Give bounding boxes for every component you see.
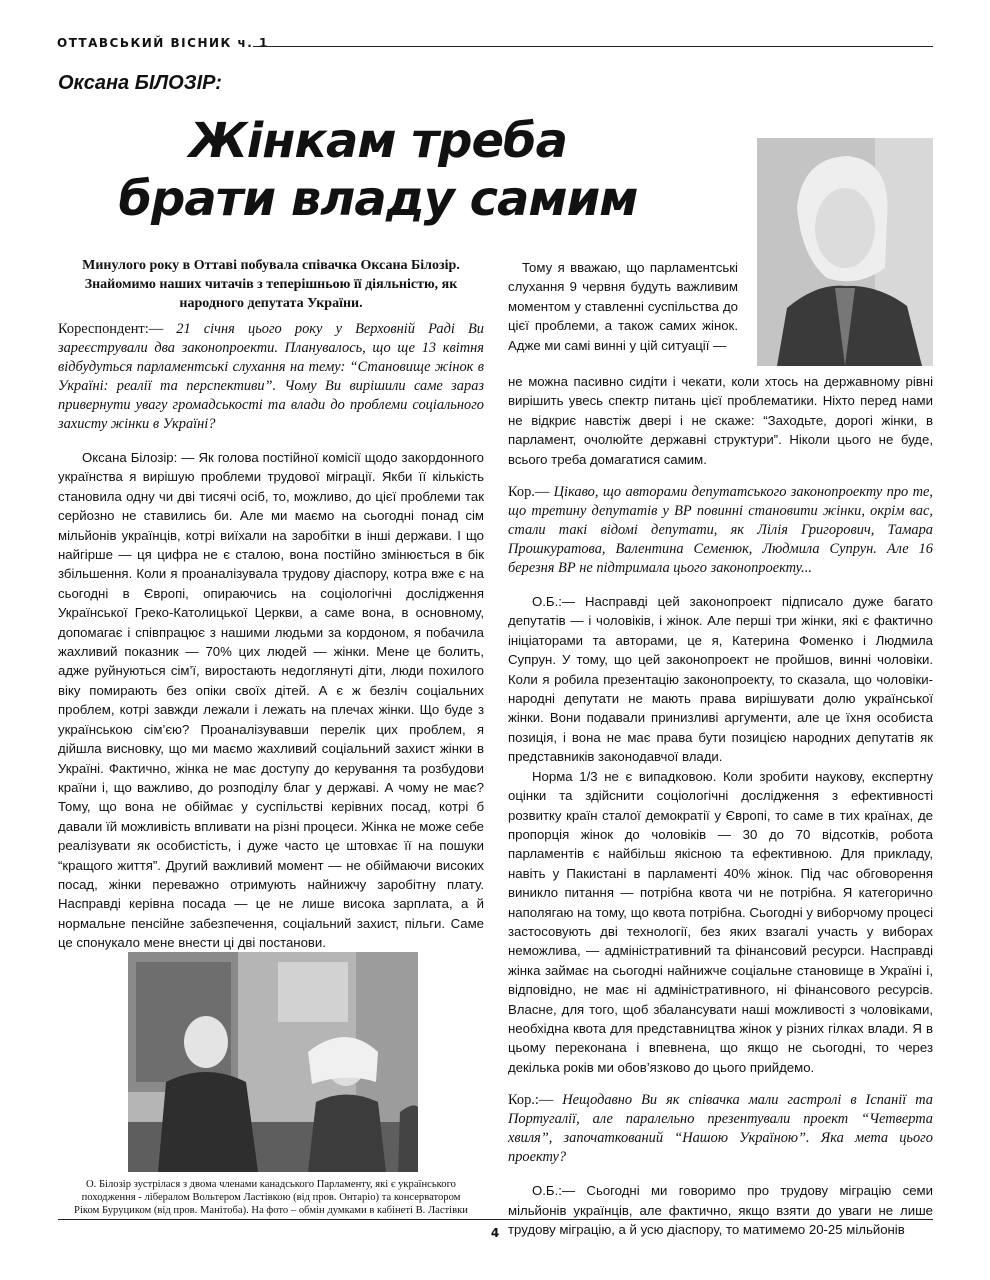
question-1 <box>58 320 484 434</box>
question-label: Кор.:— <box>508 1092 554 1109</box>
article-author: Оксана БІЛОЗІР: <box>58 72 222 94</box>
newspaper-title: ОТТАВСЬКИЙ ВІСНИК ч. 1 <box>57 36 269 50</box>
answer-1 <box>58 448 484 953</box>
lead-line: Знайомимо наших читачів з теперішньою її діяльністю, як <box>84 277 458 292</box>
answer-paragraph: Норма 1/3 не є випадковою. Коли зробити наукову, експертну оцінки та здійснити соціологічні дослідження з ефективності розвитку країн сталої демократії у Європі, то саме в тих країнах, де пропорція жінок до чоловіків — 30 до 70 відсотків, робота парламентів є найбільш якісною та ефективною. Для прикладу, навіть у Пакистані в парламенті 40% жінок. Під час обговорення виникло питання — потрібна квота чи не потрібна. Я категорично наполягаю на тому, що квота потрібна. Сьогодні у виборчому процесі застосовують дві технології, без яких взагалі участь у виборах неможлива, — адміністративний та фінансовий ресурси. Насправді жінка займає на сьогодні найнижче соціальне становище в Україні і, відповідно, не має ні адміністративного, ні фінансового ресурсів. Власне, для того, щоб збалансувати наші можливості з чоловіками, необхідна квота для представництва жінок у різних гілках влади. Я в цьому переконана і впевнена, що якщо не сьогодні, то через декілька років ми обов’язково до цього прийдемо. <box>508 768 933 1075</box>
answer-text: — Сьогодні ми говоримо про трудову міграцію семи мільйонів українців, але фактично, якщо взяти до уваги не лише трудову міграцію, а й усю діаспору, то матимемо 20-25 мільйонів <box>508 1183 933 1237</box>
article-title <box>58 112 698 228</box>
answer-label: Оксана Білозір: <box>82 450 178 465</box>
title-line: брати владу самим <box>118 171 638 227</box>
answer-text: — Насправді цей законопроект підписало дуже багато депутатів — і чоловіків, і жінок. Але перші три жінки, які є фактично ініціаторами та авторами, це я, Катерина Фоменко і Людмила Супрун. У тому, що цей законопроект не пройшов, винні чоловіки. Коли я робила презентацію законопроекту, то сказала, що чоловіки-народні депутати не мають права вирішувати долю української жінки. Вони подавали принизливі аргументи, але це їхня особиста позиція, і вона не має права бути позицією народних депутатів як представників законодавчої влади. <box>508 594 933 765</box>
question-3 <box>508 1091 933 1167</box>
question-text: 21 січня цього року у Верховній Раді Ви зареєстрували два законопроекти. Планувалось, що ще 13 квітня відбудуться парламентські слухання на тему: “Становище жінок в Україні: реалії та перспективи”. Чому Ви вирішили саме зараз привернути увагу громадськості та влади до проблеми соціального захисту жінки в Україні? <box>58 321 484 432</box>
right-column <box>508 372 933 1239</box>
caption-line: походження - лібералом Вольтером Ластівкою (від пров. Онтаріо) та консерватором <box>81 1192 461 1203</box>
answer-label: О.Б.: <box>532 1183 562 1199</box>
meeting-photo <box>128 952 418 1172</box>
title-line: Жінкам треба <box>189 113 567 169</box>
paragraph: Тому я вважаю, що парламентські слухання 9 червня будуть важливим моментом у ставленні суспільства до цієї проблеми, а також самих жінок. Адже ми самі винні у цій ситуації — <box>508 260 738 353</box>
portrait-photo <box>757 138 933 366</box>
question-label: Кореспондент:— <box>58 321 164 337</box>
lead-line: Минулого року в Оттаві побувала співачка Оксана Білозір. <box>82 258 460 273</box>
question-text: Нещодавно Ви як співачка мали гастролі в Іспанії та Португалії, але паралельно презентували проект “Четверта хвиля”, започаткований “Нашою Україною”. Яка мета цього проекту? <box>508 1092 933 1166</box>
newspaper-header <box>57 36 933 54</box>
answer-text: — Як голова постійної комісії щодо закордонного українства я вирішую проблеми трудової міграції. Якби її кількість становила одну чи дві тисячі осіб, то, можливо, до цієї проблеми так серйозно не ставились би. Але ми маємо на сьогодні понад сім мільйонів українців, котрі виїхали на заробітки в інші держави. І що найгірше — ця цифра не є сталою, вона постійно змінюється в бік збільшення. Коли я проаналізувала трудову діаспору, котра вже є на сьогодні в Європі, опираючись на соціологічні дослідження Української Греко-Католицької Церкви, а саме вона, в основному, допомагає і співпрацює з нашими людьми за кордоном, я побачила жахливий показник — 70% цих людей — жінки. Мене це болить, адже руйнуються сім’ї, виростають недоглянуті діти, люди похилого віку помирають без опіки своїх дітей. А є ж безліч соціальних проблем, котрі завжди лежали і лежать на плечах жінки. Що буде з українською сім’єю? Проаналізувавши перелік цих проблем, я дійшла висновку, що ми маємо жахливий соціальний захист жінки в Україні. Фактично, жінка не має доступу до керування та розбудови країни і, що важливо, до розподілу благ у державі. А чому не має? Тому, що вона не обіймає у суспільстві керівних посад, котрі б давали їй можливість впливати на різні процеси. Жінка не може себе реалізувати як особистість, і дуже часто це штовхає її на пошуки “кращого життя”. Другий важливий момент — не обіймаючи високих посад, жінки переважно отримують найнижчу заробітну плату. Насправді керівна посада — це не лише висока зарплата, а й нормальне пенсійне забезпечення, соціальний захист, пільги. Саме це спонукало мене внести ці дві постанови. <box>58 450 485 951</box>
caption-line: О. Білозір зустрілася з двома членами канадського Парламенту, які є українського <box>86 1179 456 1190</box>
page-number: 4 <box>490 1226 500 1240</box>
question-text: Цікаво, що авторами депутатського законопроекту про те, що третину депутатів у ВР повинні становити жінки, окрім вас, стали такі відомі депутати, як Лілія Григорович, Тамара Прошкуратова, Валентина Семенюк, Людмила Супрун. Але 16 березня ВР не підтримала цього законопроекту... <box>508 484 933 577</box>
header-rule <box>253 46 933 47</box>
answer-label: О.Б.: <box>532 594 562 610</box>
article-lead <box>58 256 484 313</box>
answer-3 <box>508 1181 933 1239</box>
left-column <box>58 320 484 953</box>
photo-caption <box>58 1178 484 1217</box>
lead-line: народного депутата України. <box>179 296 363 311</box>
caption-line: Ріком Буруциком (від пров. Манітоба). На фото – обмін думками в кабінеті В. Ластівки <box>74 1205 468 1216</box>
question-2 <box>508 483 933 578</box>
answer-2 <box>508 592 933 1077</box>
answer-paragraph <box>508 592 933 767</box>
footer-rule <box>58 1219 933 1220</box>
answer-paragraph <box>508 1181 933 1239</box>
right-column-top <box>508 258 738 355</box>
answer-paragraph <box>58 448 484 953</box>
question-label: Кор.— <box>508 484 550 501</box>
paragraph-continued: не можна пасивно сидіти і чекати, коли хтось на державному рівні вирішить увесь спектр питань цієї проблематики. Ніхто перед нами не відкриє навстіж двері і не скаже: “Заходьте, дорогі жінки, в парламент, очолюйте державні структури”. Ніколи цього не буде, всього треба домагатися самим. <box>508 374 933 467</box>
